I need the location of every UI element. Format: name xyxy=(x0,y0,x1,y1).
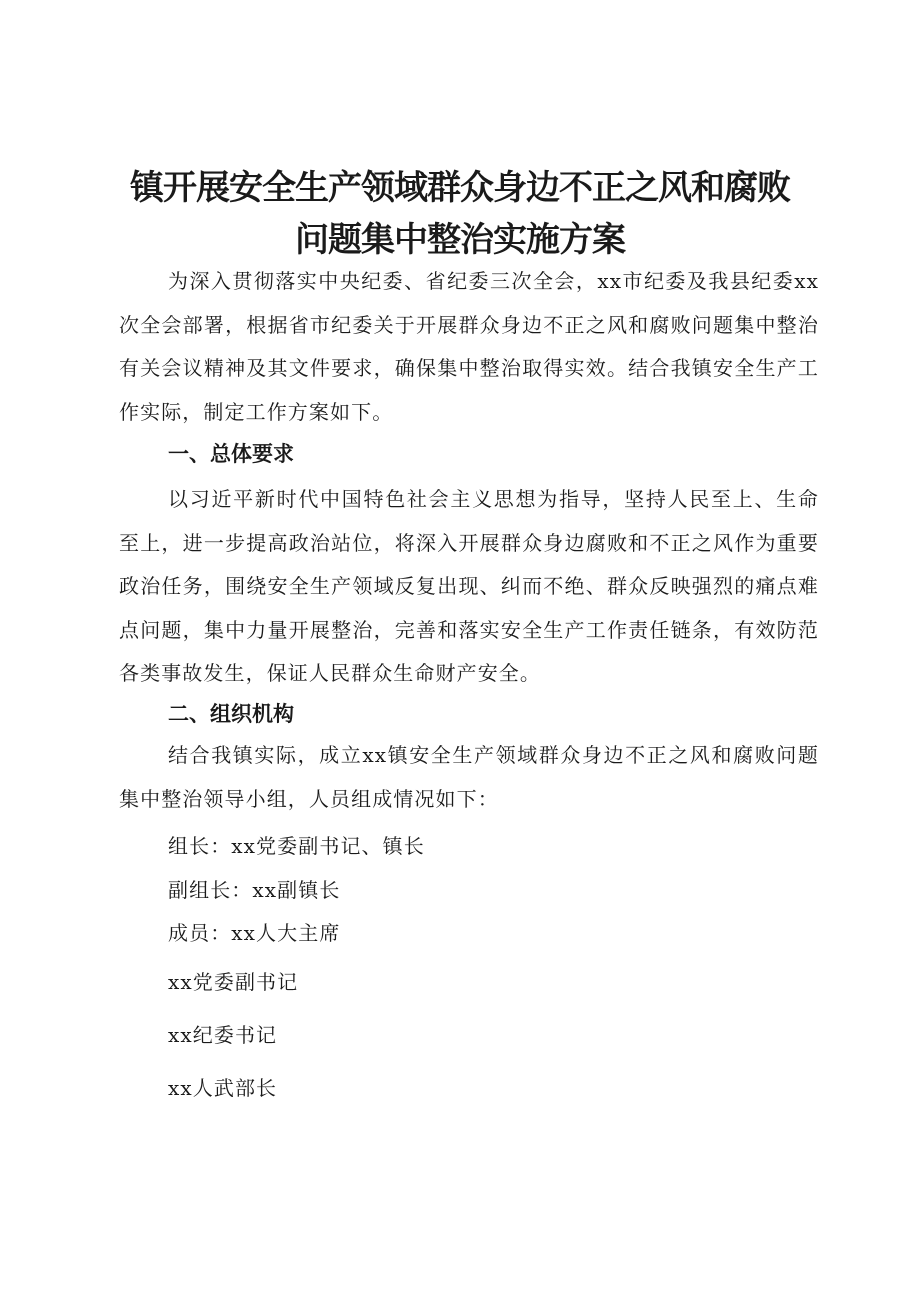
intro-paragraph: 为深入贯彻落实中央纪委、省纪委三次全会，xx市纪委及我县纪委xx次全会部署，根据省市纪委关于开展群众身边不正之风和腐败问题集中整治有关会议精神及其文件要求，确保集中整治取得实效。结合我镇安全生产工作实际，制定工作方案如下。 xyxy=(119,269,819,424)
member-line-leader: 组长：xx党委副书记、镇长 xyxy=(168,834,425,858)
document-title-line2: 问题集中整治实施方案 xyxy=(295,220,625,260)
member-line-deputy-leader: 副组长：xx副镇长 xyxy=(168,878,341,902)
general-requirements-paragraph: 以习近平新时代中国特色社会主义思想为指导，坚持人民至上、生命至上，进一步提高政治站位，将深入开展群众身边腐败和不正之风作为重要政治任务，围绕安全生产领域反复出现、纠而不绝、群众反映强烈的痛点难点问题，集中力量开展整治，完善和落实安全生产工作责任链条，有效防范各类事故发生，保证人民群众生命财产安全。 xyxy=(119,487,819,686)
member-line-members: 成员：xx人大主席 xyxy=(168,921,341,945)
section-heading-general-requirements: 一、总体要求 xyxy=(168,442,294,466)
member-line: xx党委副书记 xyxy=(168,970,299,994)
document-title-line1: 镇开展安全生产领域群众身边不正之风和腐败 xyxy=(130,168,790,208)
section-heading-organization: 二、组织机构 xyxy=(168,702,294,726)
member-line: xx纪委书记 xyxy=(168,1023,278,1047)
member-line: xx人武部长 xyxy=(168,1076,278,1100)
organization-paragraph: 结合我镇实际，成立xx镇安全生产领域群众身边不正之风和腐败问题集中整治领导小组，人员组成情况如下： xyxy=(119,743,819,811)
